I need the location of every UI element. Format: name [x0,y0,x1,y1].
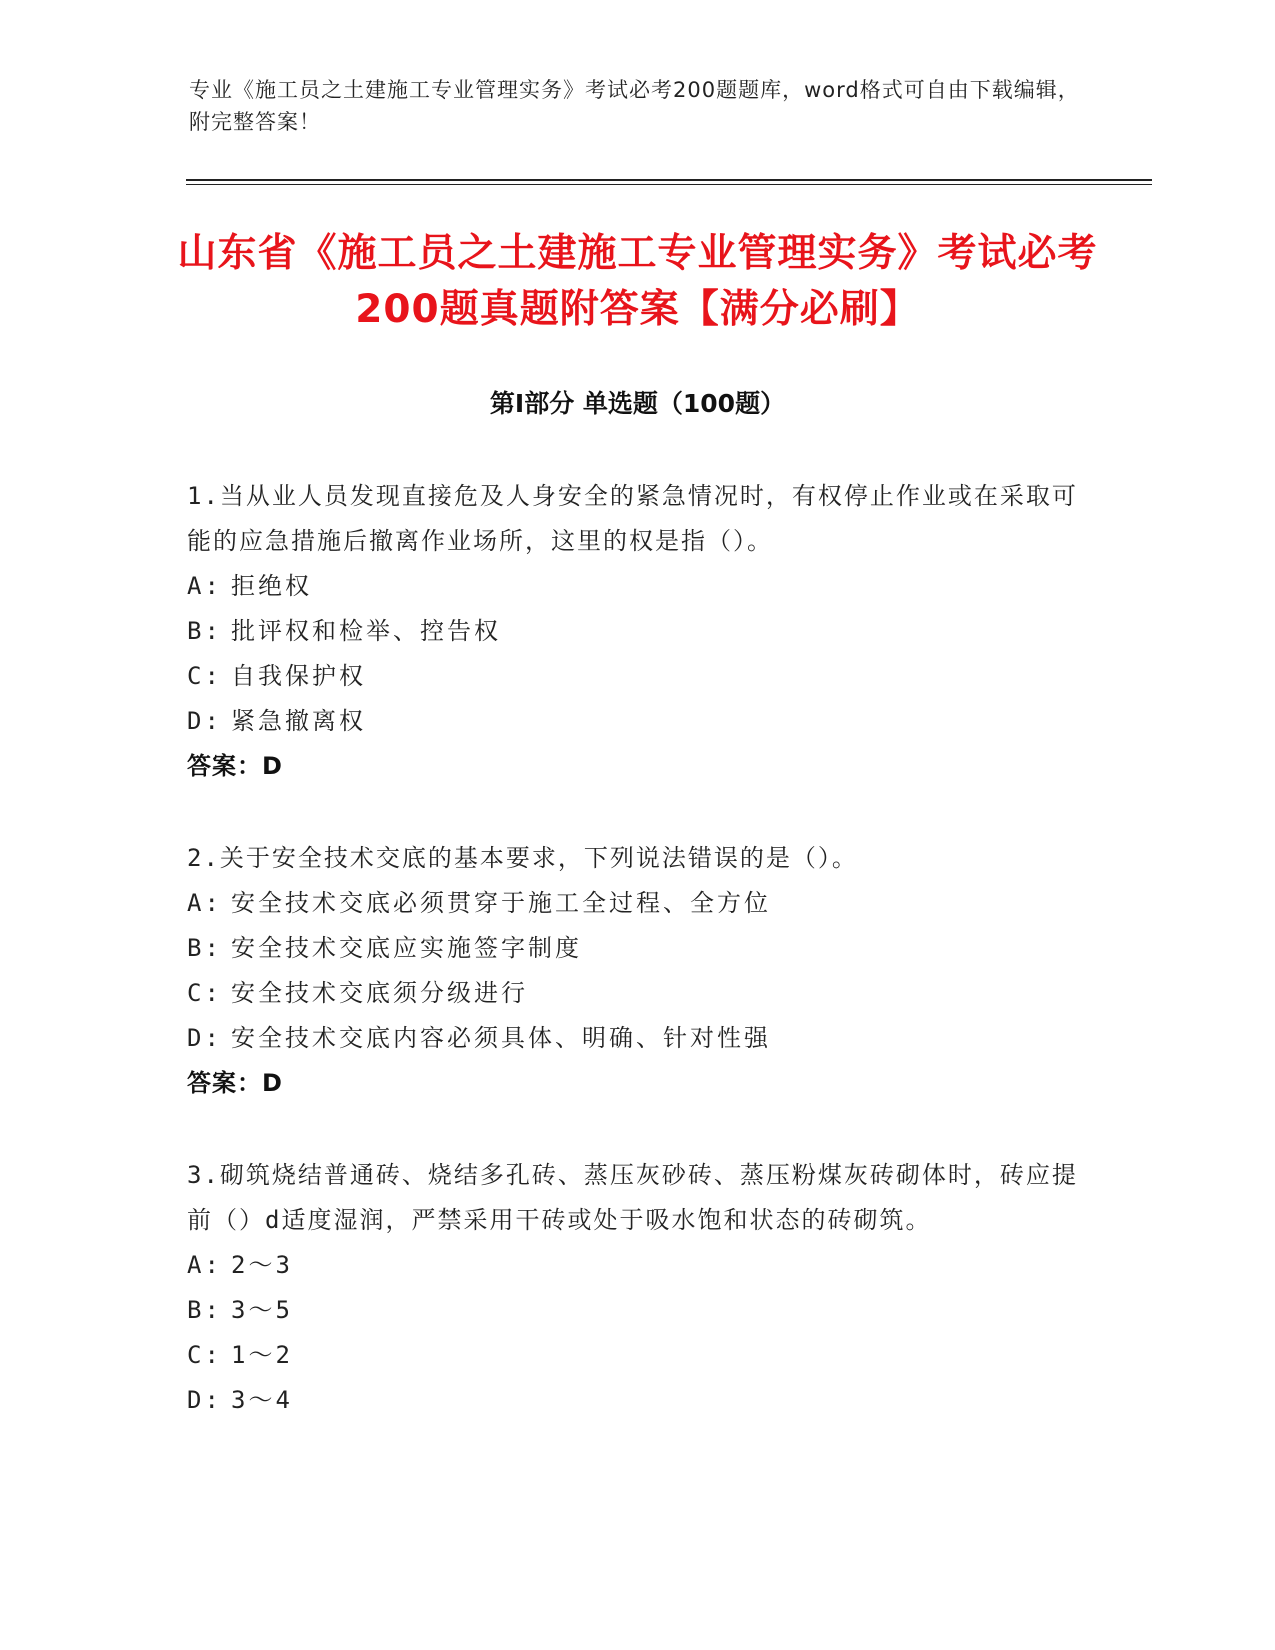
option-b [187,926,1087,971]
option-a [187,564,1087,609]
option-c [187,1333,1087,1378]
option-key: C: [187,979,222,1007]
section-title: 第I部分 单选题（100题） [489,389,786,418]
option-b [187,1288,1087,1333]
question-2 [187,836,1087,1106]
option-d [187,699,1087,744]
question-3 [187,1153,1087,1423]
question-stem: 1.当从业人员发现直接危及人身安全的紧急情况时，有权停止作业或在采取可能的应急措施后撤离作业场所，这里的权是指（）。 [187,482,1078,555]
option-d [187,1016,1087,1061]
option-text: 3～5 [231,1296,293,1324]
option-a [187,1243,1087,1288]
option-key: C: [187,662,222,690]
option-key: A: [187,1251,222,1279]
option-key: B: [187,934,222,962]
option-key: A: [187,572,222,600]
option-key: A: [187,889,222,917]
option-key: D: [187,1386,222,1414]
option-a [187,881,1087,926]
option-text: 安全技术交底必须贯穿于施工全过程、全方位 [231,889,771,917]
option-key: D: [187,707,222,735]
question-stem: 2.关于安全技术交底的基本要求，下列说法错误的是（）。 [187,844,858,872]
question-1 [187,474,1087,789]
option-key: C: [187,1341,222,1369]
option-key: B: [187,617,222,645]
option-text: 安全技术交底须分级进行 [231,979,528,1007]
option-key: B: [187,1296,222,1324]
option-text: 拒绝权 [231,572,312,600]
option-text: 1～2 [231,1341,293,1369]
option-text: 紧急撤离权 [231,707,366,735]
header-divider-thin [186,184,1152,185]
answer-line: 答案：D [187,1069,283,1097]
option-c [187,971,1087,1016]
page-title: 山东省《施工员之土建施工专业管理实务》考试必考200题真题附答案【满分必刷】 [177,231,1098,332]
option-text: 3～4 [231,1386,293,1414]
header-divider-thick [186,179,1152,181]
option-text: 2～3 [231,1251,293,1279]
option-text: 自我保护权 [231,662,366,690]
option-text: 安全技术交底内容必须具体、明确、针对性强 [231,1024,771,1052]
option-key: D: [187,1024,222,1052]
option-b [187,609,1087,654]
answer-line: 答案：D [187,752,283,780]
question-stem: 3.砌筑烧结普通砖、烧结多孔砖、蒸压灰砂砖、蒸压粉煤灰砖砌体时，砖应提前（）d适度湿润，严禁采用干砖或处于吸水饱和状态的砖砌筑。 [187,1161,1078,1234]
header-note: 专业《施工员之土建施工专业管理实务》考试必考200题题库，word格式可自由下载编辑，附完整答案！ [189,78,1080,134]
option-c [187,654,1087,699]
option-text: 安全技术交底应实施签字制度 [231,934,582,962]
option-d [187,1378,1087,1423]
option-text: 批评权和检举、控告权 [231,617,501,645]
